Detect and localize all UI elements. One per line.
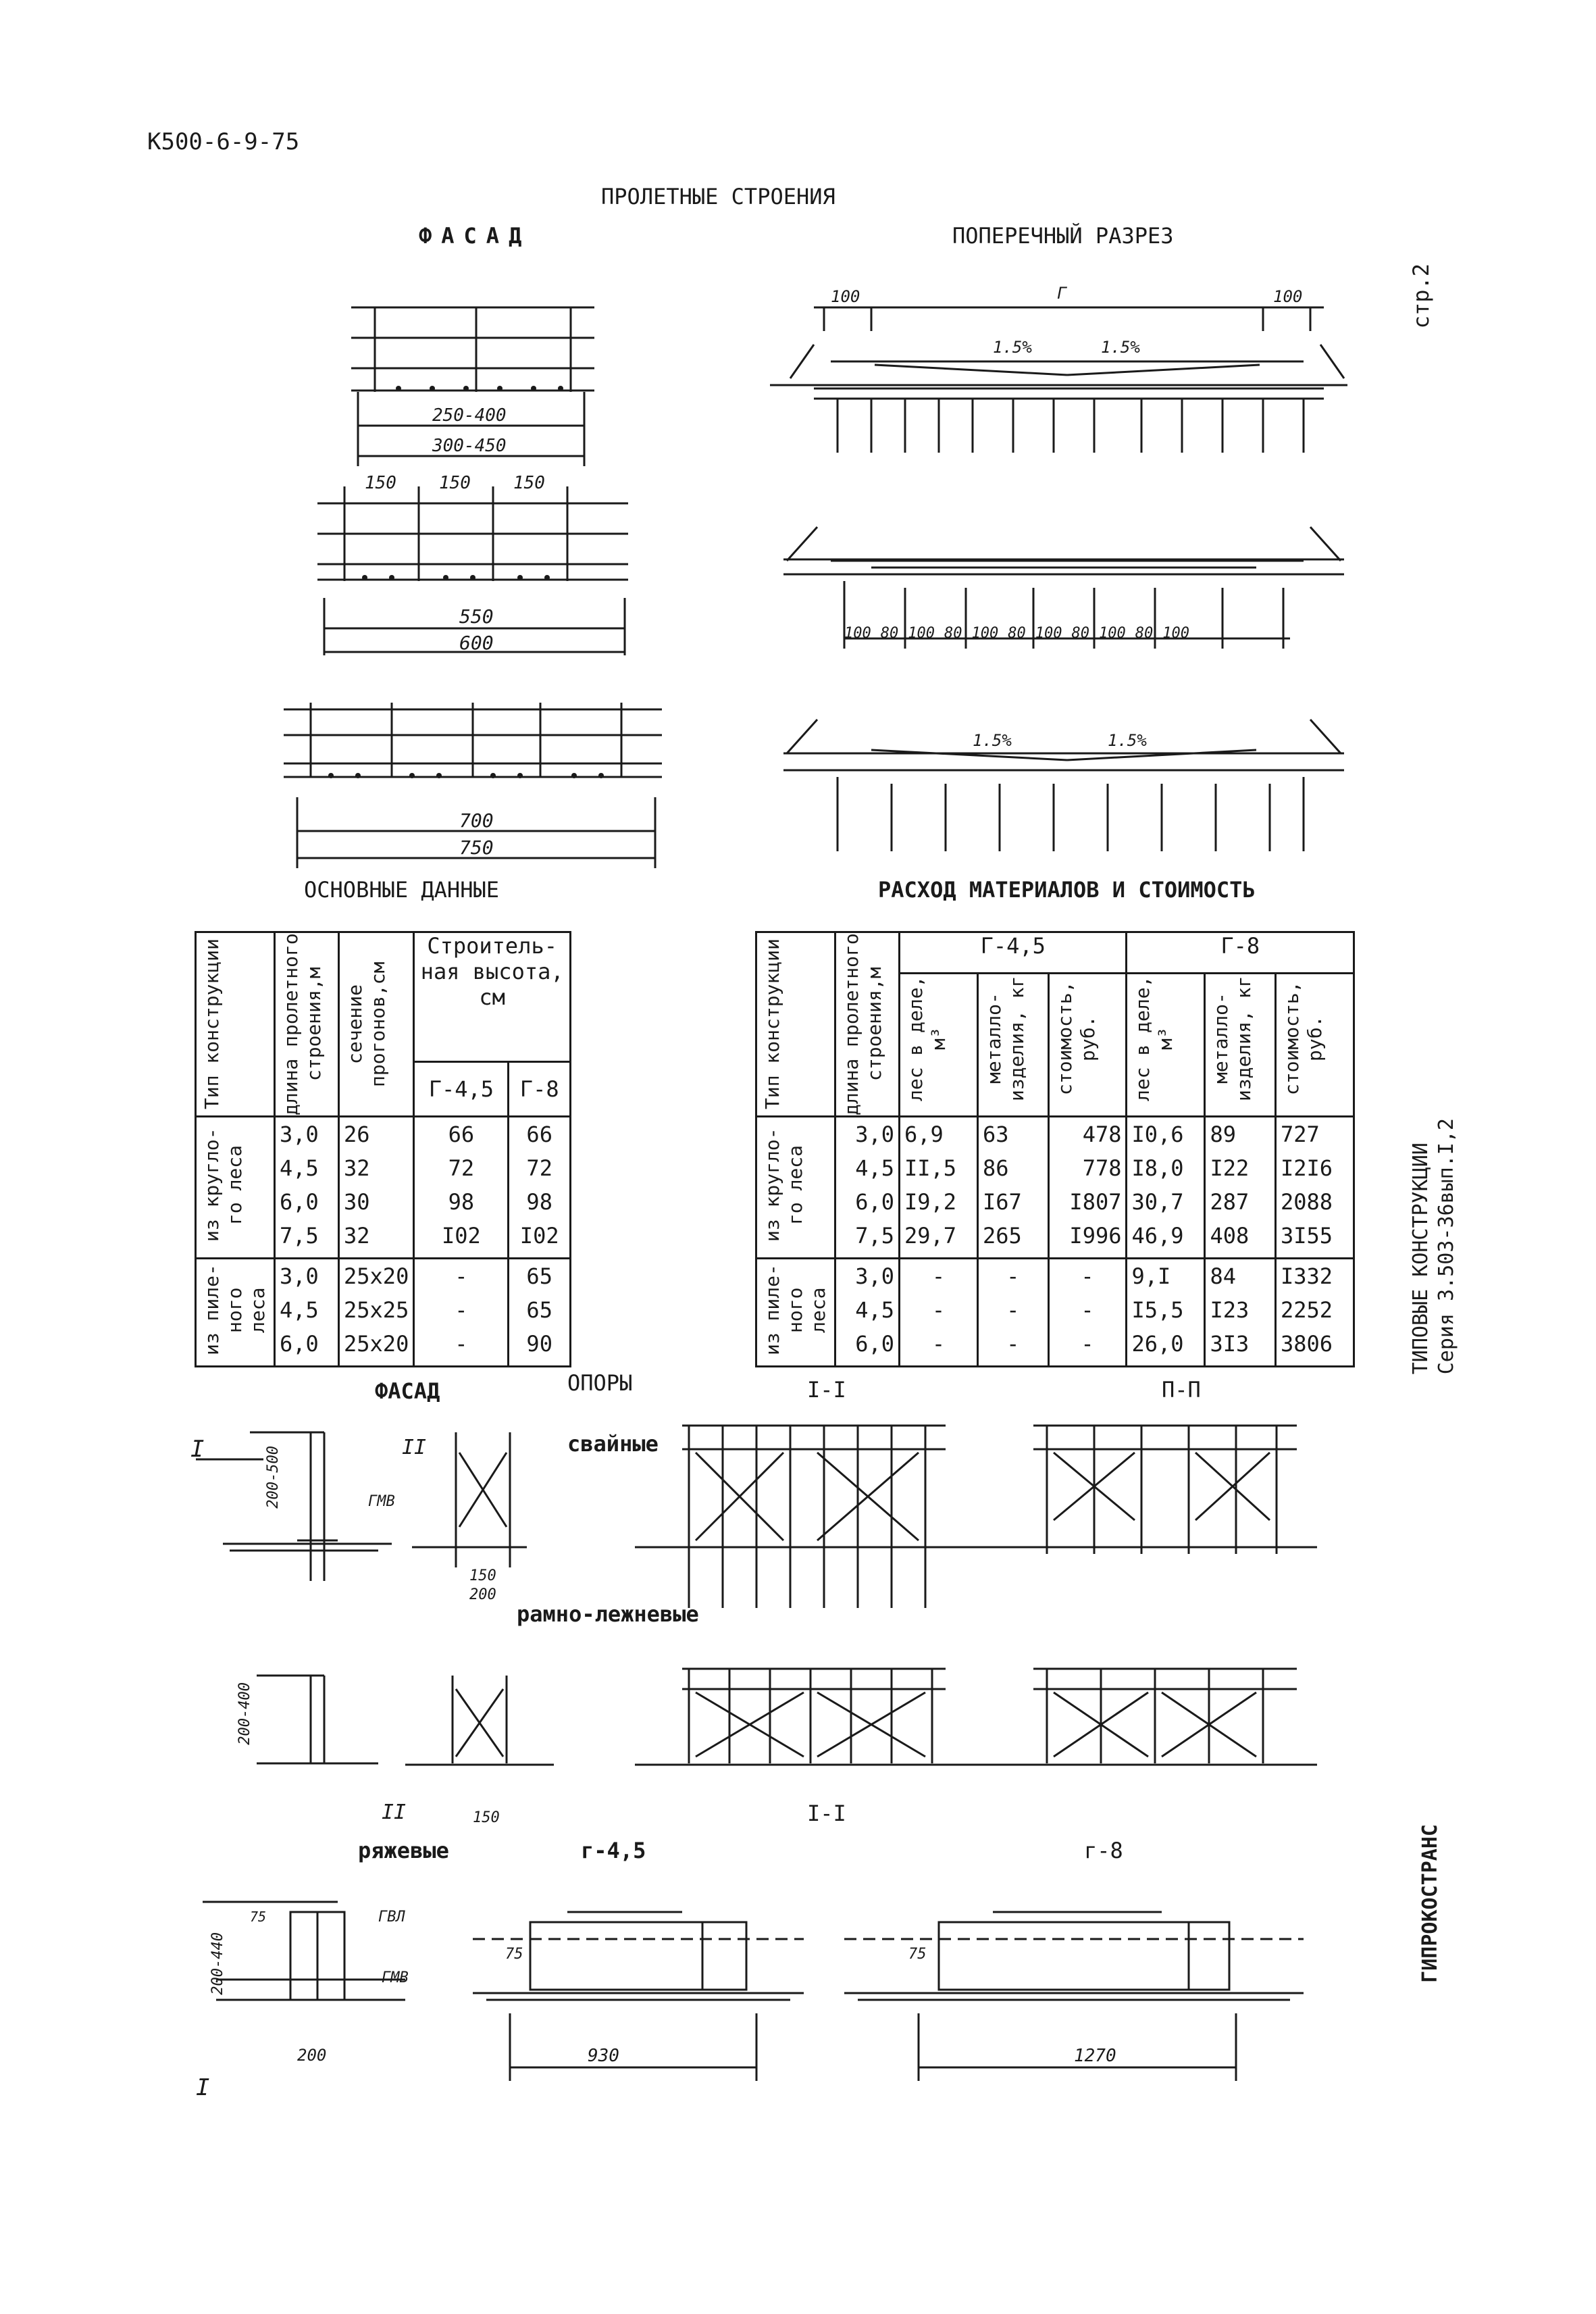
section-mark: I: [190, 1436, 205, 1463]
level-label: ГМВ: [382, 1969, 409, 1986]
pile-label: свайные: [567, 1431, 659, 1457]
group-label: из кругло- го леса: [201, 1128, 246, 1242]
table-cell: 3,0 4,5 6,0 7,5: [280, 1122, 319, 1249]
crib-label: ряжевые: [358, 1838, 449, 1863]
dim-label: 1.5%: [1108, 731, 1147, 750]
dim-label: 300-450: [432, 436, 507, 456]
dim-label: 930: [588, 2046, 619, 2066]
dim-label: 75: [250, 1909, 267, 1925]
col-header: Строитель- ная высота, см: [420, 933, 564, 1010]
table-cell: I0,6 I8,0 30,7 46,9: [1131, 1122, 1184, 1249]
dim-label: 750: [459, 836, 494, 859]
dim-label: 1270: [1074, 2046, 1116, 2066]
col-header: Г-8: [519, 1076, 559, 1103]
col-header: длина пролетного строения,м: [280, 933, 325, 1115]
table-cell: I332 2252 3806: [1281, 1263, 1333, 1357]
table-cell: 25x20 25x25 25x20: [344, 1263, 409, 1357]
facade-title: ФАСАД: [419, 223, 532, 249]
col-header: Г-4,5: [980, 933, 1046, 959]
dim-label: 100: [1273, 287, 1303, 306]
col-header: Тип конструкции: [761, 938, 783, 1110]
page-title: ПРОЛЕТНЫЕ СТРОЕНИЯ: [601, 184, 835, 209]
level-label: ГМВ: [368, 1493, 395, 1510]
col-header: лес в деле, м³: [904, 975, 950, 1101]
dim-label: 80: [880, 625, 899, 642]
col-header: длина пролетного строения,м: [840, 933, 885, 1115]
dim-label: 75: [505, 1946, 523, 1963]
dim-label: 550: [459, 605, 494, 628]
section-label: I-I: [807, 1377, 846, 1403]
table-cell: - - -: [931, 1263, 946, 1357]
group-label: из кругло- го леса: [761, 1128, 806, 1242]
dim-label: 150: [513, 473, 545, 493]
group-label: из пиле- ного леса: [761, 1264, 829, 1356]
level-label: ГВЛ: [378, 1909, 405, 1926]
frame-label: рамно-лежневые: [517, 1601, 699, 1627]
table-cell: 84 I23 3I3: [1210, 1263, 1250, 1357]
table-cell: 66 72 98 I02: [441, 1122, 481, 1249]
table-cell: 89 I22 287 408: [1210, 1122, 1250, 1249]
section-mark: I: [196, 2074, 210, 2101]
g8-label: г-8: [1084, 1838, 1123, 1863]
section-mark: II: [382, 1801, 407, 1824]
table-cell: 66 72 98 I02: [519, 1122, 559, 1249]
col-header: лес в деле, м³: [1131, 975, 1177, 1101]
dim-label: 200-500: [265, 1446, 282, 1509]
dim-label: 100: [844, 625, 871, 642]
dim-label: 200: [469, 1586, 496, 1603]
dim-label: 100: [908, 625, 935, 642]
dim-label: 700: [459, 809, 494, 832]
table-cell: - - -: [455, 1263, 468, 1357]
dim-label: 80: [1071, 625, 1089, 642]
section-mark: II: [402, 1436, 427, 1459]
table-cell: 3,0 4,5 6,0 7,5: [855, 1122, 894, 1249]
dim-label: 200-400: [236, 1682, 253, 1745]
dim-label: 100: [1035, 625, 1062, 642]
dim-label: 100: [1099, 625, 1126, 642]
g45-label: г-4,5: [581, 1838, 646, 1863]
dim-label: 100: [1162, 625, 1189, 642]
side-series: Серия 3.503-36вып.I,2: [1435, 1118, 1458, 1375]
materials-title: РАСХОД МАТЕРИАЛОВ И СТОИМОСТЬ: [878, 877, 1256, 903]
table-cell: - - -: [1081, 1263, 1094, 1357]
dim-label: 600: [459, 632, 494, 654]
col-header: стоимость, руб.: [1281, 981, 1326, 1095]
table-cell: 63 86 I67 265: [982, 1122, 1022, 1249]
supports-facade-title: ФАСАД: [375, 1378, 440, 1404]
col-header: Г-8: [1220, 933, 1260, 959]
dim-label: 80: [944, 625, 962, 642]
dim-label: 150: [365, 473, 396, 493]
dim-label: 1.5%: [973, 731, 1012, 750]
table-cell: 3,0 4,5 6,0: [280, 1263, 319, 1357]
dim-label: 100: [831, 287, 860, 306]
doc-code: К500-6-9-75: [147, 128, 300, 155]
col-header: Тип конструкции: [201, 938, 223, 1110]
page-label: стр.2: [1408, 263, 1434, 329]
table-cell: - - -: [1006, 1263, 1020, 1357]
basic-data-title: ОСНОВНЫЕ ДАННЫЕ: [304, 877, 499, 903]
dim-label: 150: [469, 1567, 496, 1584]
table-cell: 3,0 4,5 6,0: [855, 1263, 894, 1357]
side-org: ГИПРОКОСТРАНС: [1418, 1824, 1442, 1983]
dim-label: 1.5%: [1101, 338, 1140, 357]
table-cell: 65 65 90: [526, 1263, 552, 1357]
supports-title: ОПОРЫ: [567, 1370, 633, 1396]
dim-label: Г: [1057, 284, 1067, 303]
table-cell: 727 I2I6 2088 3I55: [1281, 1122, 1333, 1249]
dim-label: 250-400: [432, 405, 507, 426]
dim-label: 1.5%: [993, 338, 1032, 357]
group-label: из пиле- ного леса: [201, 1264, 269, 1356]
dim-label: 150: [439, 473, 471, 493]
col-header: стоимость, руб.: [1053, 981, 1099, 1095]
table-cell: 6,9 II,5 I9,2 29,7: [904, 1122, 957, 1249]
table-cell: 9,I I5,5 26,0: [1131, 1263, 1184, 1357]
col-header: Г-4,5: [428, 1076, 494, 1103]
dim-label: 80: [1135, 625, 1154, 642]
col-header: сечение прогонов,см: [344, 961, 389, 1087]
side-typical: ТИПОВЫЕ КОНСТРУКЦИИ: [1409, 1142, 1433, 1375]
dim-label: 100: [971, 625, 999, 642]
dim-label: 200: [297, 2046, 327, 2065]
dim-label: 200-440: [209, 1932, 226, 1995]
dim-label: 75: [908, 1946, 927, 1963]
table-cell: 478 778 I807 I996: [1069, 1122, 1122, 1249]
section-label: П-П: [1162, 1377, 1201, 1403]
dim-label: 80: [1008, 625, 1026, 642]
col-header: металло- изделия, кг: [982, 975, 1028, 1101]
col-header: металло- изделия, кг: [1210, 975, 1256, 1101]
section-title: ПОПЕРЕЧНЫЙ РАЗРЕЗ: [952, 223, 1174, 249]
table-cell: 26 32 30 32: [344, 1122, 370, 1249]
dim-label: 150: [473, 1809, 500, 1826]
section-label: I-I: [807, 1801, 846, 1826]
